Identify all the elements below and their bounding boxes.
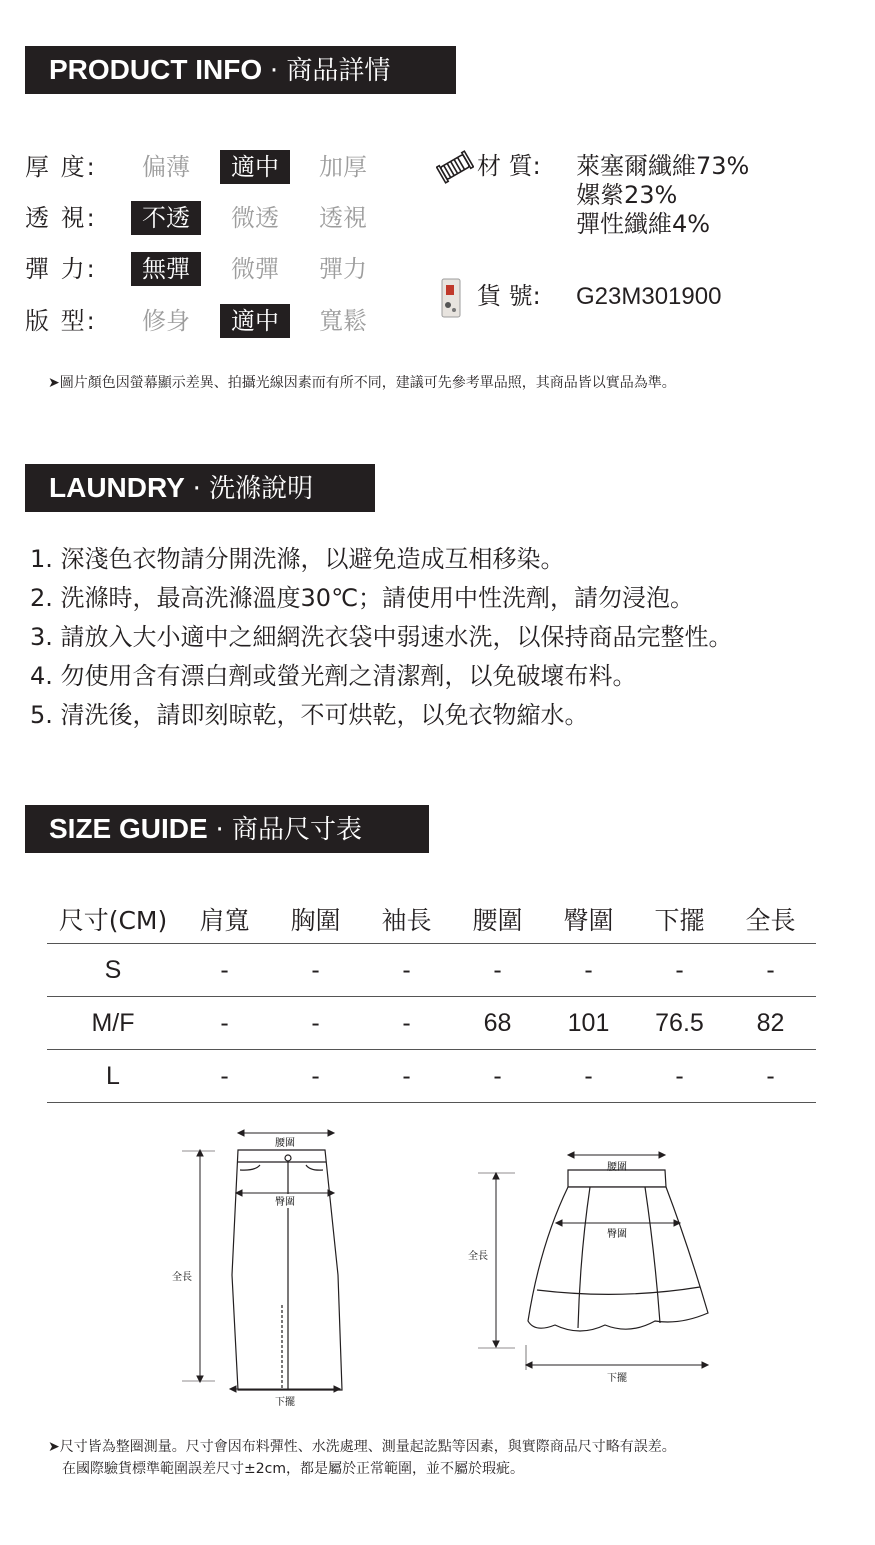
table-cell: - [270,997,361,1050]
diagram-label-waist: 腰圍 [275,1138,295,1149]
size-footnote [48,1436,676,1480]
attribute-option-selected: 不透 [131,201,201,235]
diagram-label-length: 全長 [468,1251,488,1262]
table-cell: - [634,944,725,997]
table-cell: - [179,1050,270,1103]
attribute-option: 加厚 [319,153,367,181]
material-line: 萊塞爾纖維73% [576,152,750,180]
table-row [47,997,816,1050]
laundry-item: 2. 洗滌時，最高洗滌溫度30℃；請使用中性洗劑，請勿浸泡。 [30,584,695,612]
table-cell: - [543,1050,634,1103]
size-guide-header [25,805,429,853]
attribute-row [25,304,425,338]
pencil-skirt-diagram [160,1125,380,1415]
laundry-list [30,540,733,735]
product-info-header [25,46,456,94]
product-info-title: PRODUCT INFO [49,54,263,85]
sku-value: G23M301900 [576,283,722,310]
size-table [47,895,816,1103]
size-table-body [47,944,816,1103]
attribute-option: 微彈 [231,255,279,283]
sku-label: 貨 號: [477,282,541,310]
size-footnote-line: ➤尺寸皆為整圈測量。尺寸會因布料彈性、水洗處理、測量起訖點等因素，與實際商品尺寸略有誤差。 [48,1439,676,1455]
diagram-label-hip: 臀圍 [275,1197,295,1208]
attribute-option: 修身 [142,307,190,335]
laundry-item: 3. 請放入大小適中之細網洗衣袋中弱速水洗，以保持商品完整性。 [30,623,733,651]
size-column-header: 全長 [725,895,816,944]
attribute-row [25,252,425,286]
table-cell: 82 [725,997,816,1050]
table-cell: 68 [452,997,543,1050]
size-column-header: 下擺 [634,895,725,944]
attribute-option-selected: 無彈 [131,252,201,286]
attribute-label: 版 型: [25,307,97,335]
table-cell: 76.5 [634,997,725,1050]
table-cell: - [361,1050,452,1103]
attribute-option: 寬鬆 [319,307,367,335]
attribute-row [25,201,425,235]
attribute-label: 透 視: [25,204,97,232]
attribute-label: 厚 度: [25,153,97,181]
attribute-option: 偏薄 [142,153,190,181]
size-guide-subtitle: · 商品尺寸表 [215,815,363,845]
size-column-header: 腰圍 [452,895,543,944]
table-cell: - [361,997,452,1050]
table-cell: S [47,944,179,997]
diagram-label-hem: 下擺 [275,1397,295,1408]
laundry-header [25,464,375,512]
size-column-header: 臀圍 [543,895,634,944]
size-column-header: 胸圍 [270,895,361,944]
thread-spool-icon [436,150,474,188]
laundry-title: LAUNDRY [49,472,185,503]
table-cell: - [543,944,634,997]
attribute-option: 彈力 [319,255,367,283]
laundry-item: 5. 清洗後，請即刻晾乾，不可烘乾，以免衣物縮水。 [30,701,589,729]
flared-skirt-diagram [460,1145,720,1390]
table-cell: 101 [543,997,634,1050]
table-cell: - [270,1050,361,1103]
attribute-option-selected: 適中 [220,150,290,184]
diagram-label-length: 全長 [172,1272,192,1283]
table-cell: - [179,997,270,1050]
attribute-label: 彈 力: [25,255,97,283]
laundry-item: 1. 深淺色衣物請分開洗滌，以避免造成互相移染。 [30,545,565,573]
attribute-option-selected: 適中 [220,304,290,338]
diagram-label-waist: 腰圍 [607,1162,627,1173]
table-cell: - [634,1050,725,1103]
color-disclaimer: ➤圖片顏色因螢幕顯示差異、拍攝光線因素而有所不同，建議可先參考單品照，其商品皆以實品為準。 [48,375,676,391]
size-column-header: 袖長 [361,895,452,944]
product-info-subtitle: · 商品詳情 [269,56,391,86]
size-guide-title: SIZE GUIDE [49,813,208,844]
tag-icon [440,277,462,323]
material-values [576,152,749,239]
table-row [47,1050,816,1103]
attribute-option: 透視 [319,204,367,232]
table-cell: M/F [47,997,179,1050]
size-footnote-line: 在國際驗貨標準範圍誤差尺寸±2cm，都是屬於正常範圍，並不屬於瑕疵。 [62,1461,524,1477]
diagram-label-hem: 下擺 [607,1373,627,1384]
table-cell: - [725,944,816,997]
table-cell: - [452,1050,543,1103]
laundry-subtitle: · 洗滌說明 [192,474,314,504]
material-label: 材 質: [477,152,541,180]
table-row [47,944,816,997]
material-line: 彈性纖維4% [576,210,711,238]
table-cell: L [47,1050,179,1103]
table-cell: - [725,1050,816,1103]
size-table-header-row [47,895,816,944]
table-cell: - [270,944,361,997]
table-cell: - [452,944,543,997]
size-column-header: 肩寬 [179,895,270,944]
laundry-item: 4. 勿使用含有漂白劑或螢光劑之清潔劑，以免破壞布料。 [30,662,637,690]
diagram-label-hip: 臀圍 [607,1229,627,1240]
table-cell: - [179,944,270,997]
material-line: 嫘縈23% [576,181,678,209]
attribute-row [25,150,425,184]
size-column-header: 尺寸(CM) [47,895,179,944]
attribute-option: 微透 [231,204,279,232]
table-cell: - [361,944,452,997]
